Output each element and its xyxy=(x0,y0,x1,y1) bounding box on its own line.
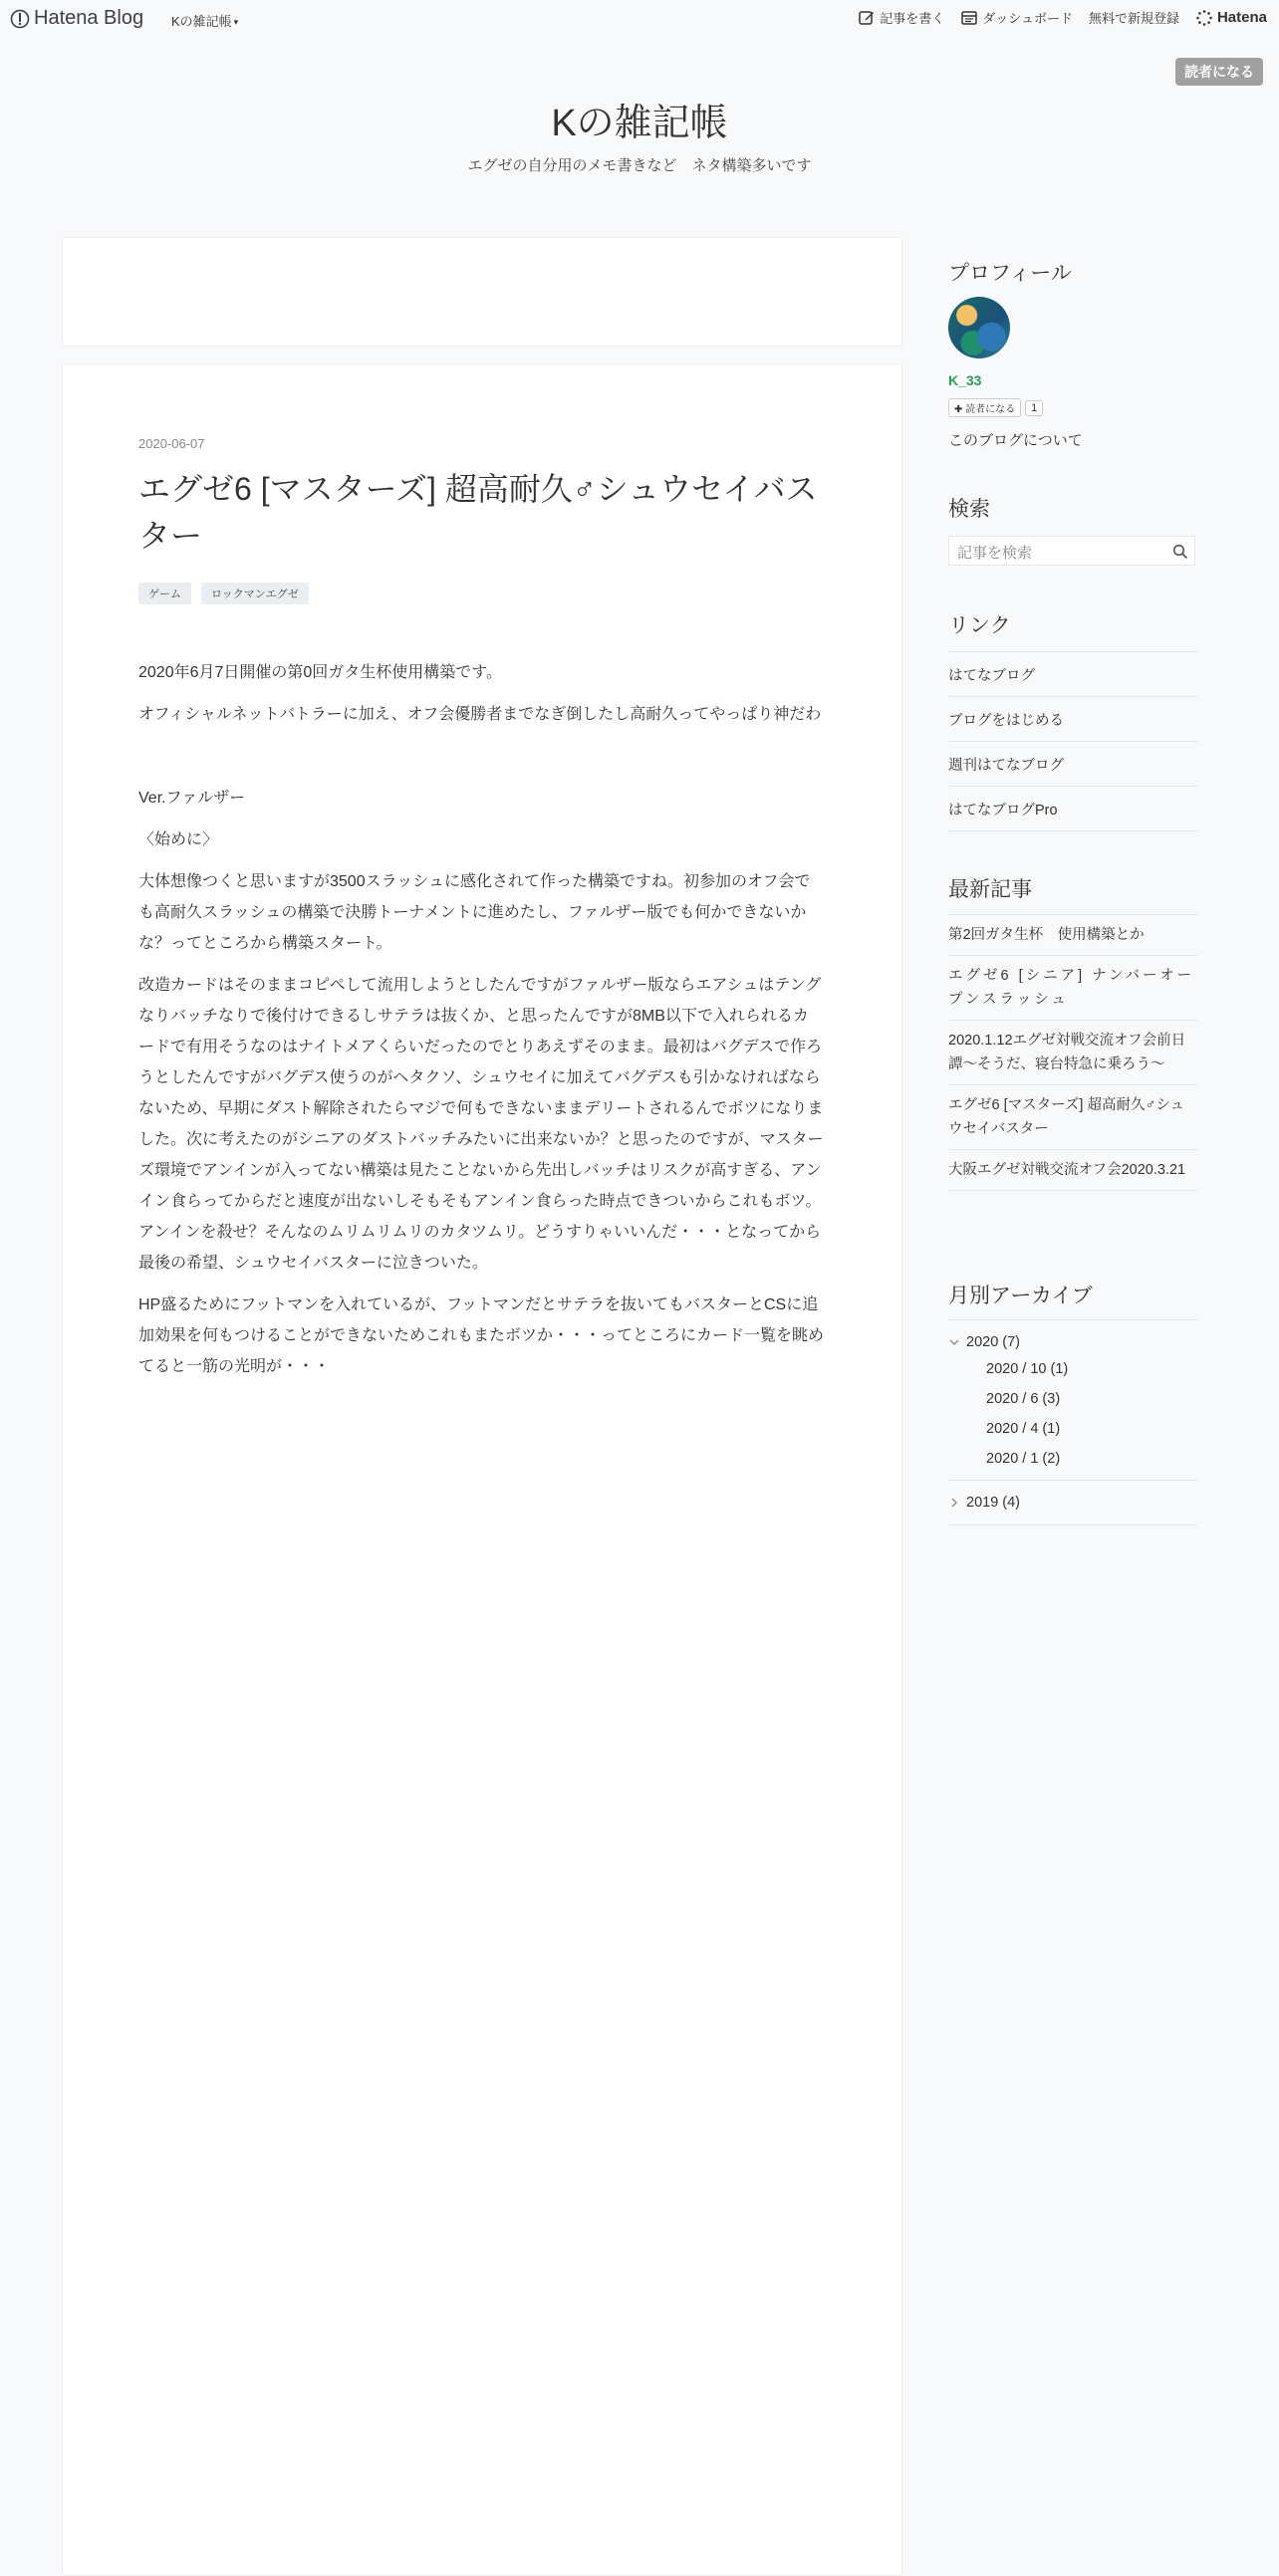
recent-entry[interactable]: 第2回ガタ生杯 使用構築とか xyxy=(948,914,1197,955)
archive-heading: 月別アーカイブ xyxy=(948,1285,1093,1307)
archive-year-group xyxy=(948,1480,1197,1525)
paragraph: 2020年6月7日開催の第0回ガタ生杯使用構築です。 xyxy=(138,664,503,681)
edit-icon xyxy=(858,9,876,27)
archive-year-2019[interactable] xyxy=(948,1495,1197,1511)
article-title[interactable]: エグゼ6 [マスターズ] 超高耐久♂シュウセイバスター xyxy=(138,471,818,554)
links-heading: リンク xyxy=(948,614,1011,637)
link-item[interactable]: はてなブログPro xyxy=(948,786,1197,831)
write-entry-link[interactable] xyxy=(858,8,944,27)
chevron-down-icon xyxy=(948,1336,960,1348)
recent-entry[interactable]: エグゼ6 [マスターズ] 超高耐久♂シュウセイバスター xyxy=(948,1084,1197,1149)
link-item[interactable]: 週刊はてなブログ xyxy=(948,741,1197,786)
dashboard-icon xyxy=(960,9,978,27)
recent-entry[interactable]: 大阪エグゼ対戦交流オフ会2020.3.21 xyxy=(948,1149,1197,1191)
follower-count: 1 xyxy=(1025,400,1043,416)
recent-heading: 最新記事 xyxy=(948,878,1032,901)
dashboard-link[interactable] xyxy=(960,8,1073,27)
archive-month[interactable]: 2020 / 10 (1) xyxy=(986,1361,1069,1377)
links-list xyxy=(948,651,1197,831)
blog-title[interactable]: Kの雑記帳 xyxy=(551,103,728,144)
paragraph: Ver.ファルザー xyxy=(138,790,246,807)
category-tag[interactable]: ロックマンエグゼ xyxy=(201,583,309,604)
avatar[interactable] xyxy=(948,297,1010,358)
paragraph: オフィシャルネットバトラーに加え、オフ会優勝者までなぎ倒したし高耐久ってやっぱり神だわ xyxy=(138,706,822,723)
archive-month[interactable]: 2020 / 6 (3) xyxy=(986,1391,1061,1407)
follow-row xyxy=(948,398,1043,417)
recent-entries-list xyxy=(948,914,1197,1191)
caret-down-icon: ▾ xyxy=(233,17,239,28)
hatena-blog-logo[interactable] xyxy=(10,7,143,30)
search-heading: 検索 xyxy=(948,498,990,521)
hatena-dots-icon xyxy=(1195,9,1213,27)
category-tag[interactable]: ゲーム xyxy=(138,583,191,604)
paragraph: 大体想像つくと思いますが3500スラッシュに感化されて作った構築ですね。初参加のオフ会でも高耐久スラッシュの構築で決勝トーナメントに進めたし、ファルザー版でも何かできないかな？ってところから構築スタート。 xyxy=(138,873,811,952)
brand-label: Hatena Blog xyxy=(34,7,144,29)
ad-area xyxy=(62,237,902,347)
hatena-label: Hatena xyxy=(1216,9,1267,26)
article-body xyxy=(138,657,824,1382)
archive-year-group xyxy=(948,1320,1197,1480)
hatena-blog-icon xyxy=(10,9,30,29)
write-entry-label: 記事を書く xyxy=(880,11,945,26)
recent-entry[interactable]: エグゼ6 [シニア] ナンバーオープンスラッシュ xyxy=(948,955,1197,1020)
archive-year-label: 2020 (7) xyxy=(966,1334,1021,1350)
dashboard-label: ダッシュボード xyxy=(982,11,1073,26)
follow-button[interactable]: ✚ 読者になる xyxy=(948,398,1021,417)
archive-year-2020[interactable] xyxy=(948,1334,1197,1350)
hatena-menu[interactable] xyxy=(1195,9,1267,27)
profile-name[interactable]: K_33 xyxy=(948,372,982,388)
article-date[interactable]: 2020-06-07 xyxy=(138,436,205,451)
article-tags xyxy=(138,583,309,604)
link-item[interactable]: はてなブログ xyxy=(948,651,1197,696)
subscribe-button[interactable]: 読者になる xyxy=(1175,58,1263,86)
chevron-right-icon xyxy=(948,1497,960,1509)
archive-month[interactable]: 2020 / 4 (1) xyxy=(986,1421,1061,1437)
blog-description: エグゼの自分用のメモ書きなど ネタ構築多いです xyxy=(467,157,812,174)
link-item[interactable]: ブログをはじめる xyxy=(948,696,1197,741)
recent-entry[interactable]: 2020.1.12エグゼ対戦交流オフ会前日譚～そうだ、寝台特急に乗ろう～ xyxy=(948,1020,1197,1084)
search-icon[interactable] xyxy=(1172,544,1188,560)
search-box xyxy=(948,536,1195,566)
about-blog-link[interactable]: このブログについて xyxy=(948,432,1083,449)
paragraph: 〈始めに〉 xyxy=(138,831,219,848)
archive-list xyxy=(948,1319,1197,1525)
follow-button-label: 読者になる xyxy=(965,404,1016,415)
paragraph xyxy=(138,741,824,772)
paragraph: HP盛るためにフットマンを入れているが、フットマンだとサテラを抜いてもバスターとCSに追加効果を何もつけることができないためこれもまたボツか・・・ってところにカード一覧を眺めてると一筋の光明が・・・ xyxy=(138,1296,825,1375)
signup-link[interactable] xyxy=(1089,8,1179,27)
global-header xyxy=(0,0,1279,38)
archive-month[interactable]: 2020 / 1 (2) xyxy=(986,1451,1061,1467)
profile-heading: プロフィール xyxy=(948,262,1072,285)
sidebar-profile-heading-wrap xyxy=(948,257,1197,287)
search-input[interactable] xyxy=(955,542,1168,564)
blog-menu-label: Kの雑記帳 xyxy=(171,14,232,29)
archive-year-label: 2019 (4) xyxy=(966,1495,1021,1511)
paragraph: 改造カードはそのままコピペして流用しようとしたんですがファルザー版ならエアシュはテングなりバッチなりで後付けできるしサテラは抜くか、と思ったんですが8MB以下で入れられるカードで有用そうなのはナイトメアくらいだったのでとりあえずそのまま。最初はバグデスで作ろうとしたんですがバグデス使うのがヘタクソ、シュウセイに加えてバグデスも引かなければならないため、早期にダスト解除されたらマジで何もできないままデリートされるんでボツになりました。次に考えたのがシニアのダストバッチみたいに出来ないか？と思ったのですが、マスターズ環境でアンインが入ってない構築は見たことないから先出しバッチはリスクが高すぎる、アンイン食らってからだと速度が出ないしそもそもアンイン食らった時点できついからこれもボツ。アンインを殺せ？そんなのムリムリムリのカタツムリ。どうすりゃいいんだ・・・となってから最後の希望、シュウセイバスターに泣きついた。 xyxy=(138,977,824,1272)
blog-menu[interactable] xyxy=(171,11,238,30)
signup-label: 無料で新規登録 xyxy=(1088,11,1179,26)
